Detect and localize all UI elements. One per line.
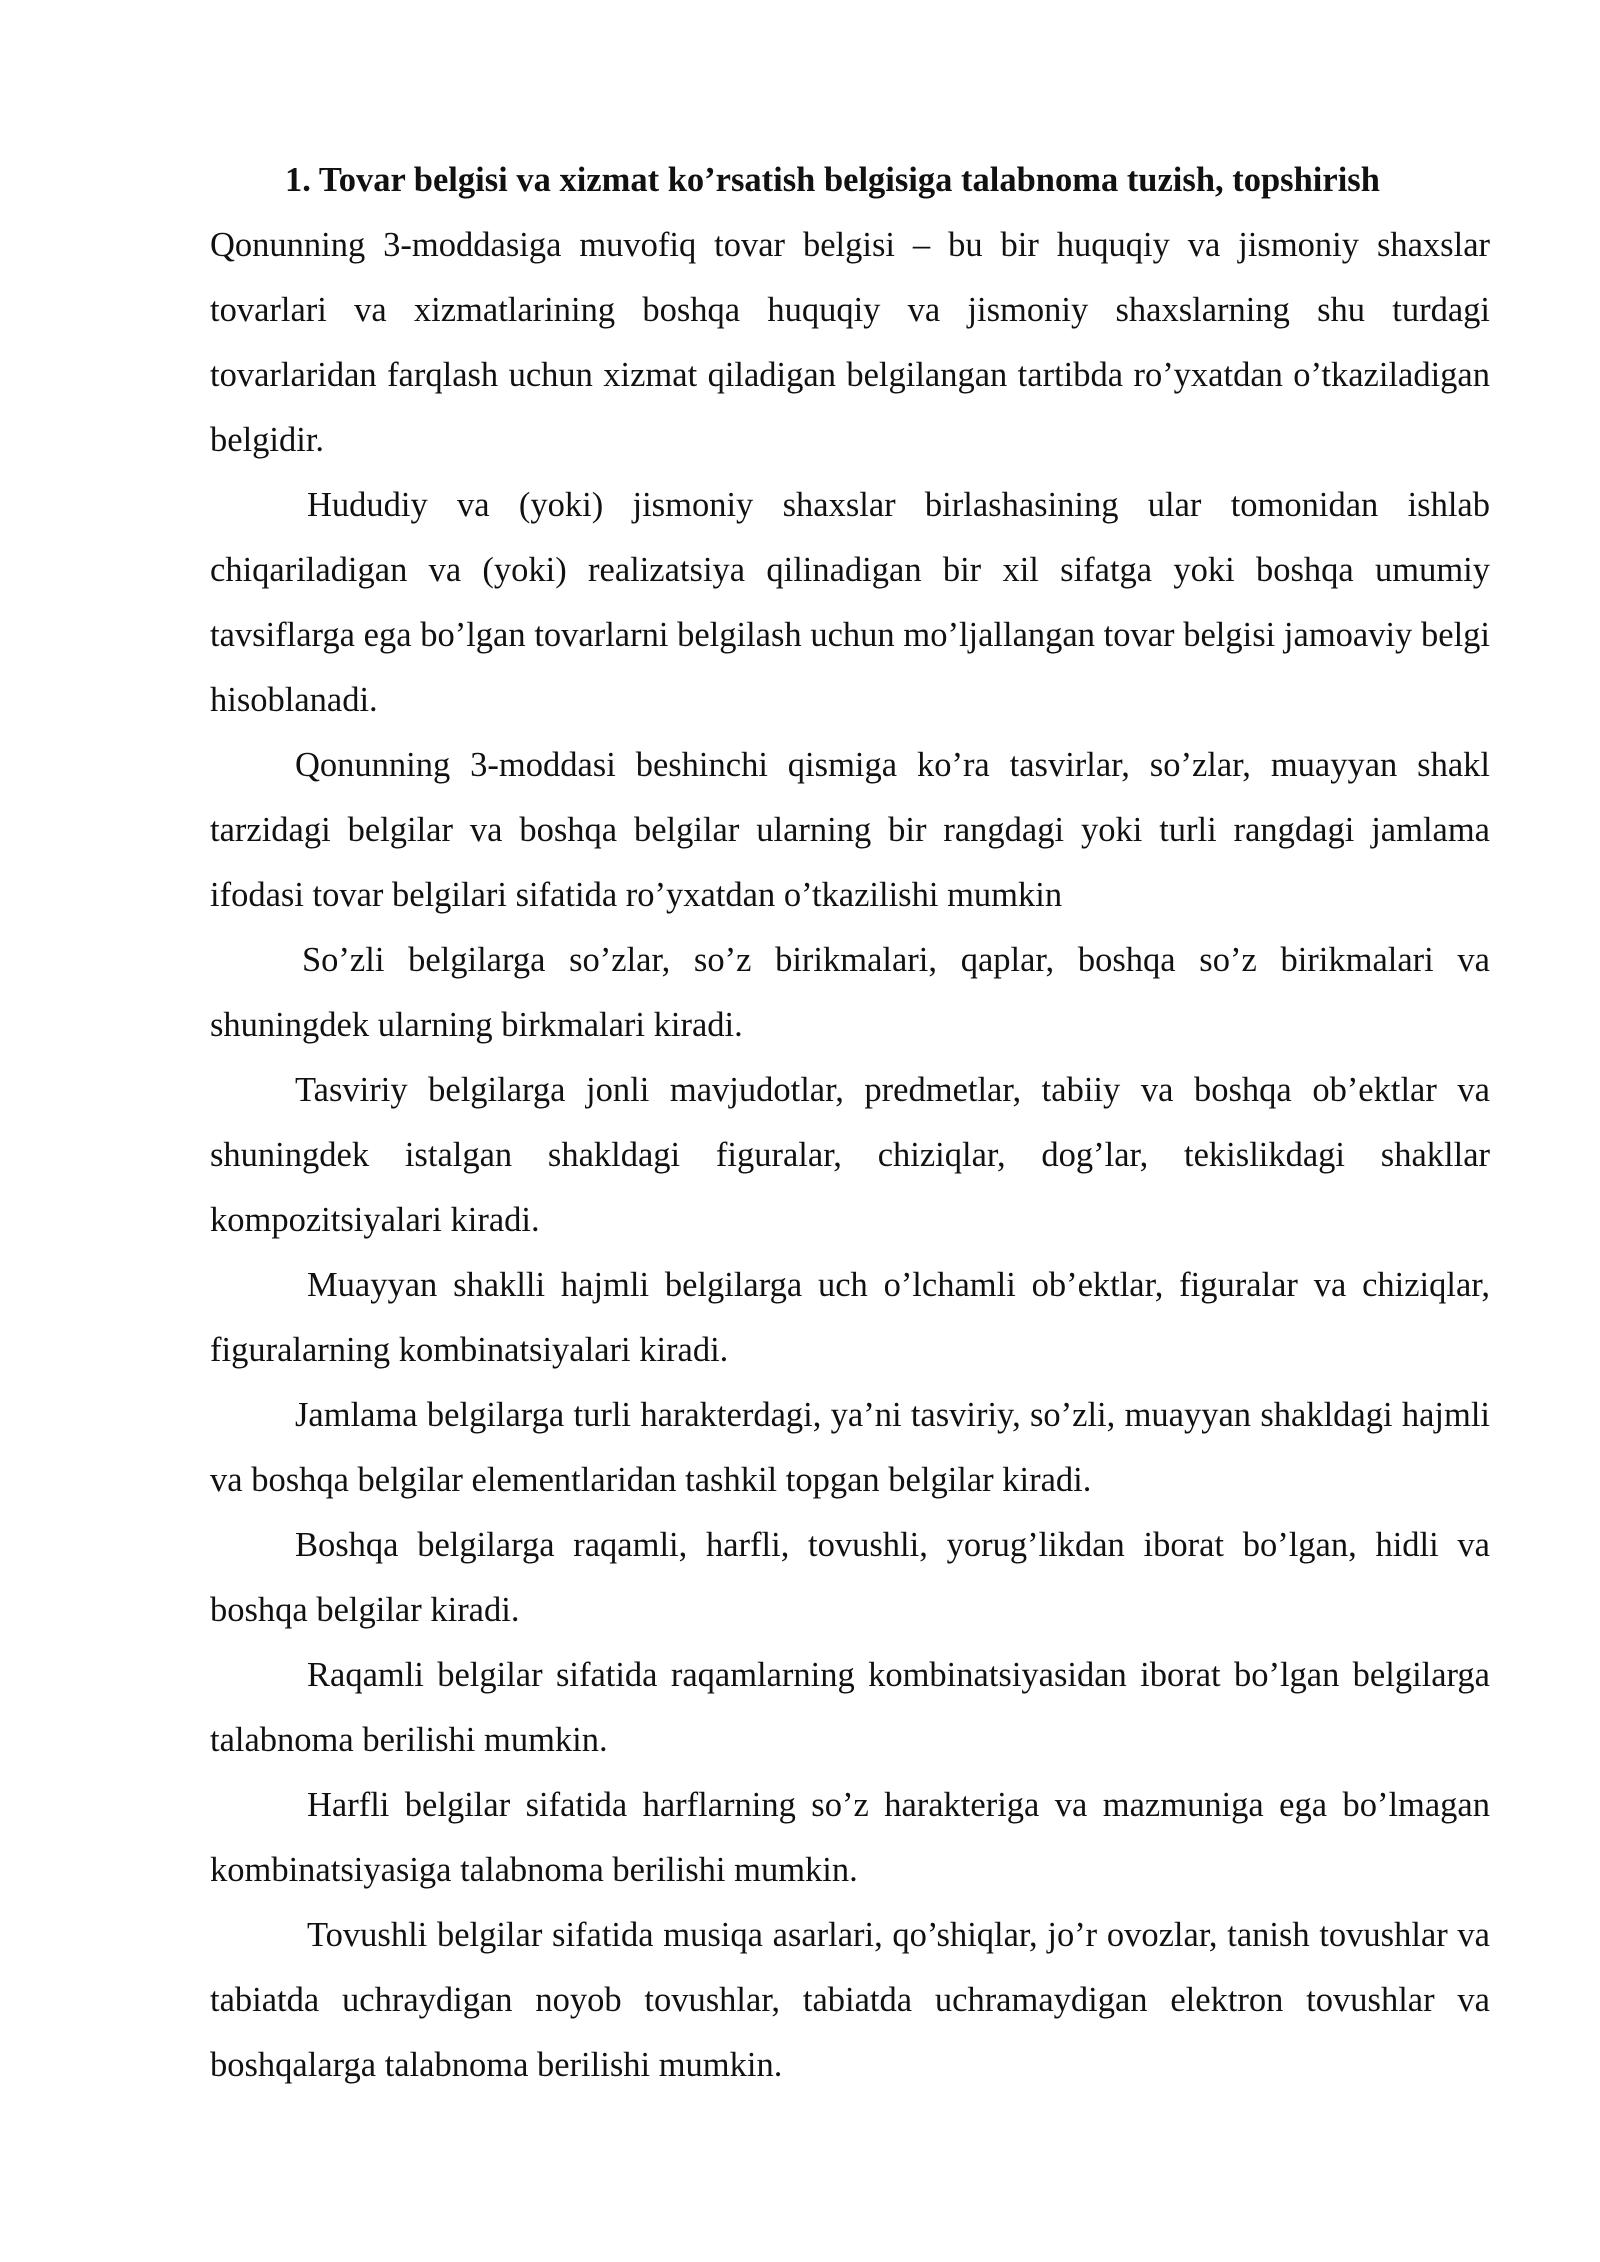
paragraph-1: Qonunning 3-moddasiga muvofiq tovar belgisi – bu bir huquqiy va jismoniy shaxslar tovarlari va xizmatlarining boshqa huquqiy va jismoniy shaxslarning shu turdagi tovarlaridan farqlash uchun xizmat qiladigan belgilangan tartibda ro’yxatdan o’tkaziladigan belgidir. <box>210 226 1490 459</box>
paragraph-3: Qonunning 3-moddasi beshinchi qismiga ko’ra tasvirlar, so’zlar, muayyan shakl tarzidagi belgilar va boshqa belgilar ularning bir rangdagi yoki turli rangdagi jamlama ifodasi tovar belgilari sifatida ro’yxatdan o’tkazilishi mumkin <box>210 746 1490 914</box>
paragraph-6: Muayyan shaklli hajmli belgilarga uch o’lchamli ob’ektlar, figuralar va chiziqlar, figuralarning kombinatsiyalari kiradi. <box>210 1266 1490 1369</box>
paragraph-5: Tasviriy belgilarga jonli mavjudotlar, predmetlar, tabiiy va boshqa ob’ektlar va shuningdek istalgan shakldagi figuralar, chiziqlar, dog’lar, tekislikdagi shakllar kompozitsiyalari kiradi. <box>210 1071 1490 1239</box>
paragraph-2: Hududiy va (yoki) jismoniy shaxslar birlashasining ular tomonidan ishlab chiqariladigan va (yoki) realizatsiya qilinadigan bir xil sifatga yoki boshqa umumiy tavsiflarga ega bo’lgan tovarlarni belgilash uchun mo’ljallangan tovar belgisi jamoaviy belgi hisoblanadi. <box>210 486 1490 719</box>
paragraph-7: Jamlama belgilarga turli harakterdagi, ya’ni tasviriy, so’zli, muayyan shakldagi hajmli va boshqa belgilar elementlaridan tashkil topgan belgilar kiradi. <box>210 1396 1490 1499</box>
paragraph-8: Boshqa belgilarga raqamli, harfli, tovushli, yorug’likdan iborat bo’lgan, hidli va boshqa belgilar kiradi. <box>210 1526 1490 1629</box>
paragraph-9: Raqamli belgilar sifatida raqamlarning kombinatsiyasidan iborat bo’lgan belgilarga talabnoma berilishi mumkin. <box>210 1656 1490 1759</box>
paragraph-10: Harfli belgilar sifatida harflarning so’z harakteriga va mazmuniga ega bo’lmagan kombinatsiyasiga talabnoma berilishi mumkin. <box>210 1786 1490 1889</box>
paragraph-4: So’zli belgilarga so’zlar, so’z birikmalari, qaplar, boshqa so’z birikmalari va shuningdek ularning birkmalari kiradi. <box>210 941 1490 1044</box>
document-page <box>210 148 1490 2098</box>
paragraph-11: Tovushli belgilar sifatida musiqa asarlari, qo’shiqlar, jo’r ovozlar, tanish tovushlar va tabiatda uchraydigan noyob tovushlar, tabiatda uchramaydigan elektron tovushlar va boshqalarga talabnoma berilishi mumkin. <box>210 1916 1490 2084</box>
section-heading: 1. Tovar belgisi va xizmat ko’rsatish belgisiga talabnoma tuzish, topshirish <box>285 161 1380 199</box>
